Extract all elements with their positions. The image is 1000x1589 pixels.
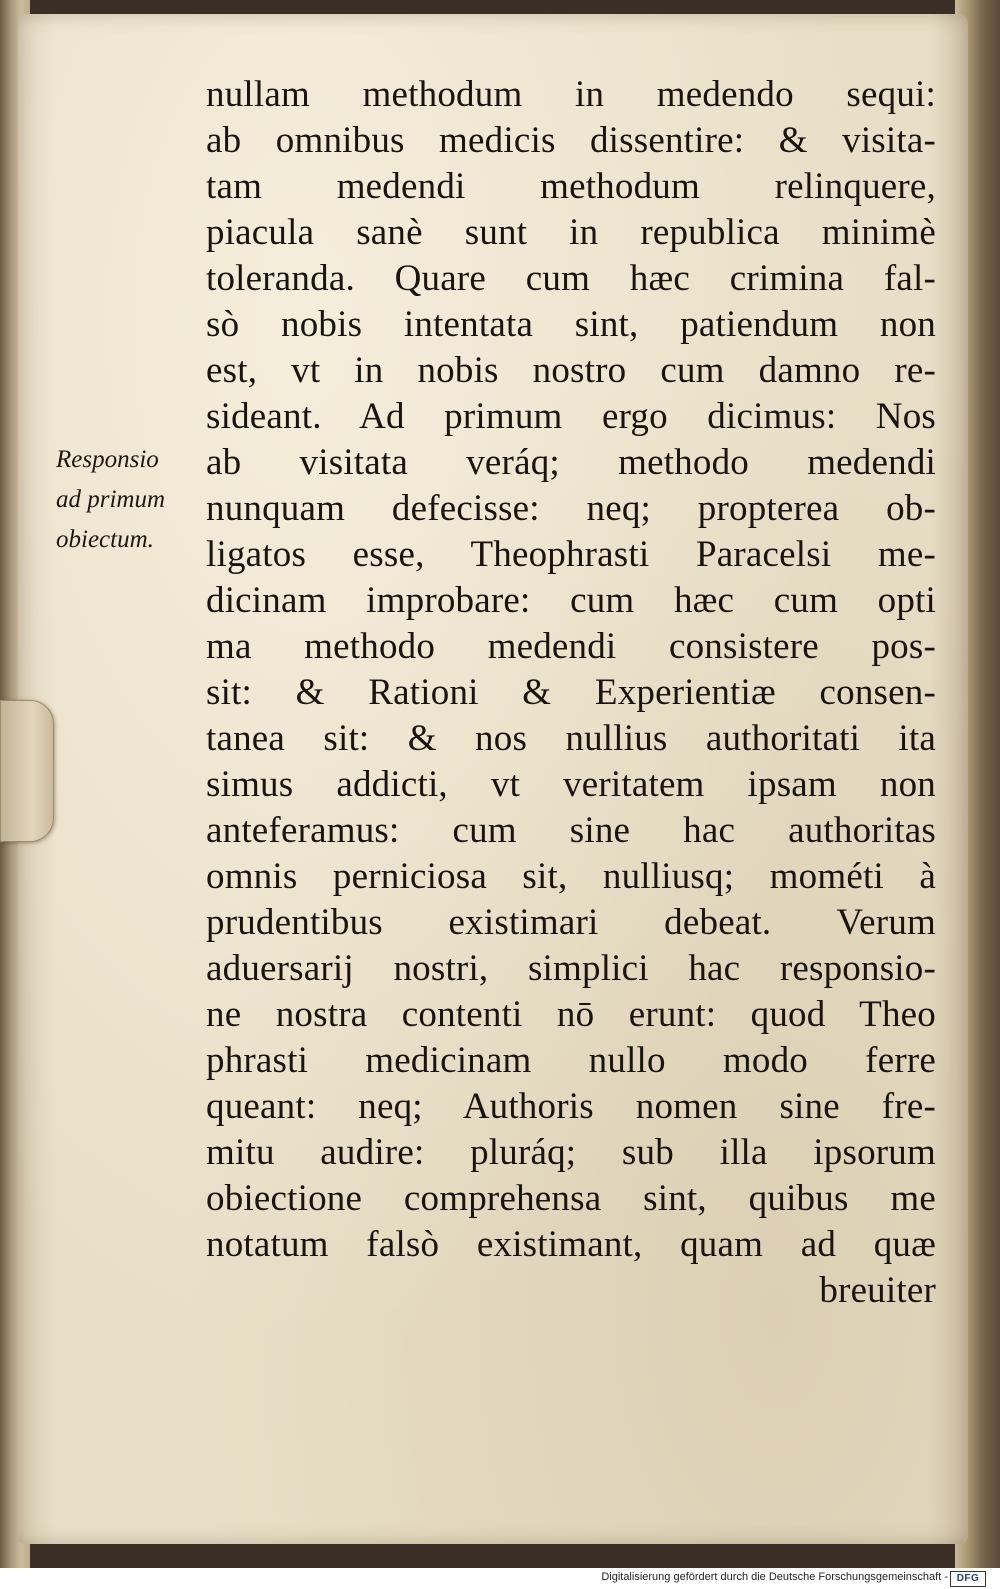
text-line: prudentibus existimari debeat. Verum [206, 902, 936, 943]
text-line: est, vt in nobis nostro cum damno re- [206, 350, 936, 391]
funding-credit: Digitalisierung gefördert durch die Deutsche Forschungsgemeinschaft - [601, 1571, 948, 1583]
text-line: tam medendi methodum relinquere, [206, 166, 936, 207]
catchword: breuiter [819, 1270, 936, 1311]
body-text [206, 72, 936, 1314]
text-line: ma methodo medendi consistere pos- [206, 626, 936, 667]
text-line: omnis perniciosa sit, nulliusq; mométi à [206, 856, 936, 897]
text-line: sit: & Rationi & Experientiæ consen- [206, 672, 936, 713]
marginal-note-line: Responsio [56, 446, 159, 473]
text-line: obiectione comprehensa sint, quibus me [206, 1178, 936, 1219]
marginal-note-line: ad primum [56, 486, 166, 513]
text-line: aduersarij nostri, simplici hac responsio- [206, 948, 936, 989]
text-line: phrasti medicinam nullo modo ferre [206, 1040, 936, 1081]
text-line: simus addicti, vt veritatem ipsam non [206, 764, 936, 805]
text-line: nunquam defecisse: neq; propterea ob- [206, 488, 936, 529]
text-line: piacula sanè sunt in republica minimè [206, 212, 936, 253]
marginal-note [56, 440, 196, 560]
digitization-footer [0, 1568, 1000, 1589]
dfg-logo: DFG [950, 1571, 986, 1587]
text-line: anteferamus: cum sine hac authoritas [206, 810, 936, 851]
text-line: tanea sit: & nos nullius authoritati ita [206, 718, 936, 759]
marginal-note-line: obiectum. [56, 526, 154, 553]
text-line: notatum falsò existimant, quam ad quæ [206, 1224, 936, 1265]
text-line: nullam methodum in medendo sequi: [206, 74, 936, 115]
text-line: sò nobis intentata sint, patiendum non [206, 304, 936, 345]
text-line: queant: neq; Authoris nomen sine fre- [206, 1086, 936, 1127]
text-line: toleranda. Quare cum hæc crimina fal- [206, 258, 936, 299]
text-line: ne nostra contenti nō erunt: quod Theo [206, 994, 936, 1035]
book-clasp [0, 700, 54, 842]
text-line: ab visitata veráq; methodo medendi [206, 442, 936, 483]
text-line: mitu audire: pluráq; sub illa ipsorum [206, 1132, 936, 1173]
text-line: dicinam improbare: cum hæc cum opti [206, 580, 936, 621]
text-line: ab omnibus medicis dissentire: & visita- [206, 120, 936, 161]
text-line: ligatos esse, Theophrasti Paracelsi me- [206, 534, 936, 575]
text-line: sideant. Ad primum ergo dicimus: Nos [206, 396, 936, 437]
